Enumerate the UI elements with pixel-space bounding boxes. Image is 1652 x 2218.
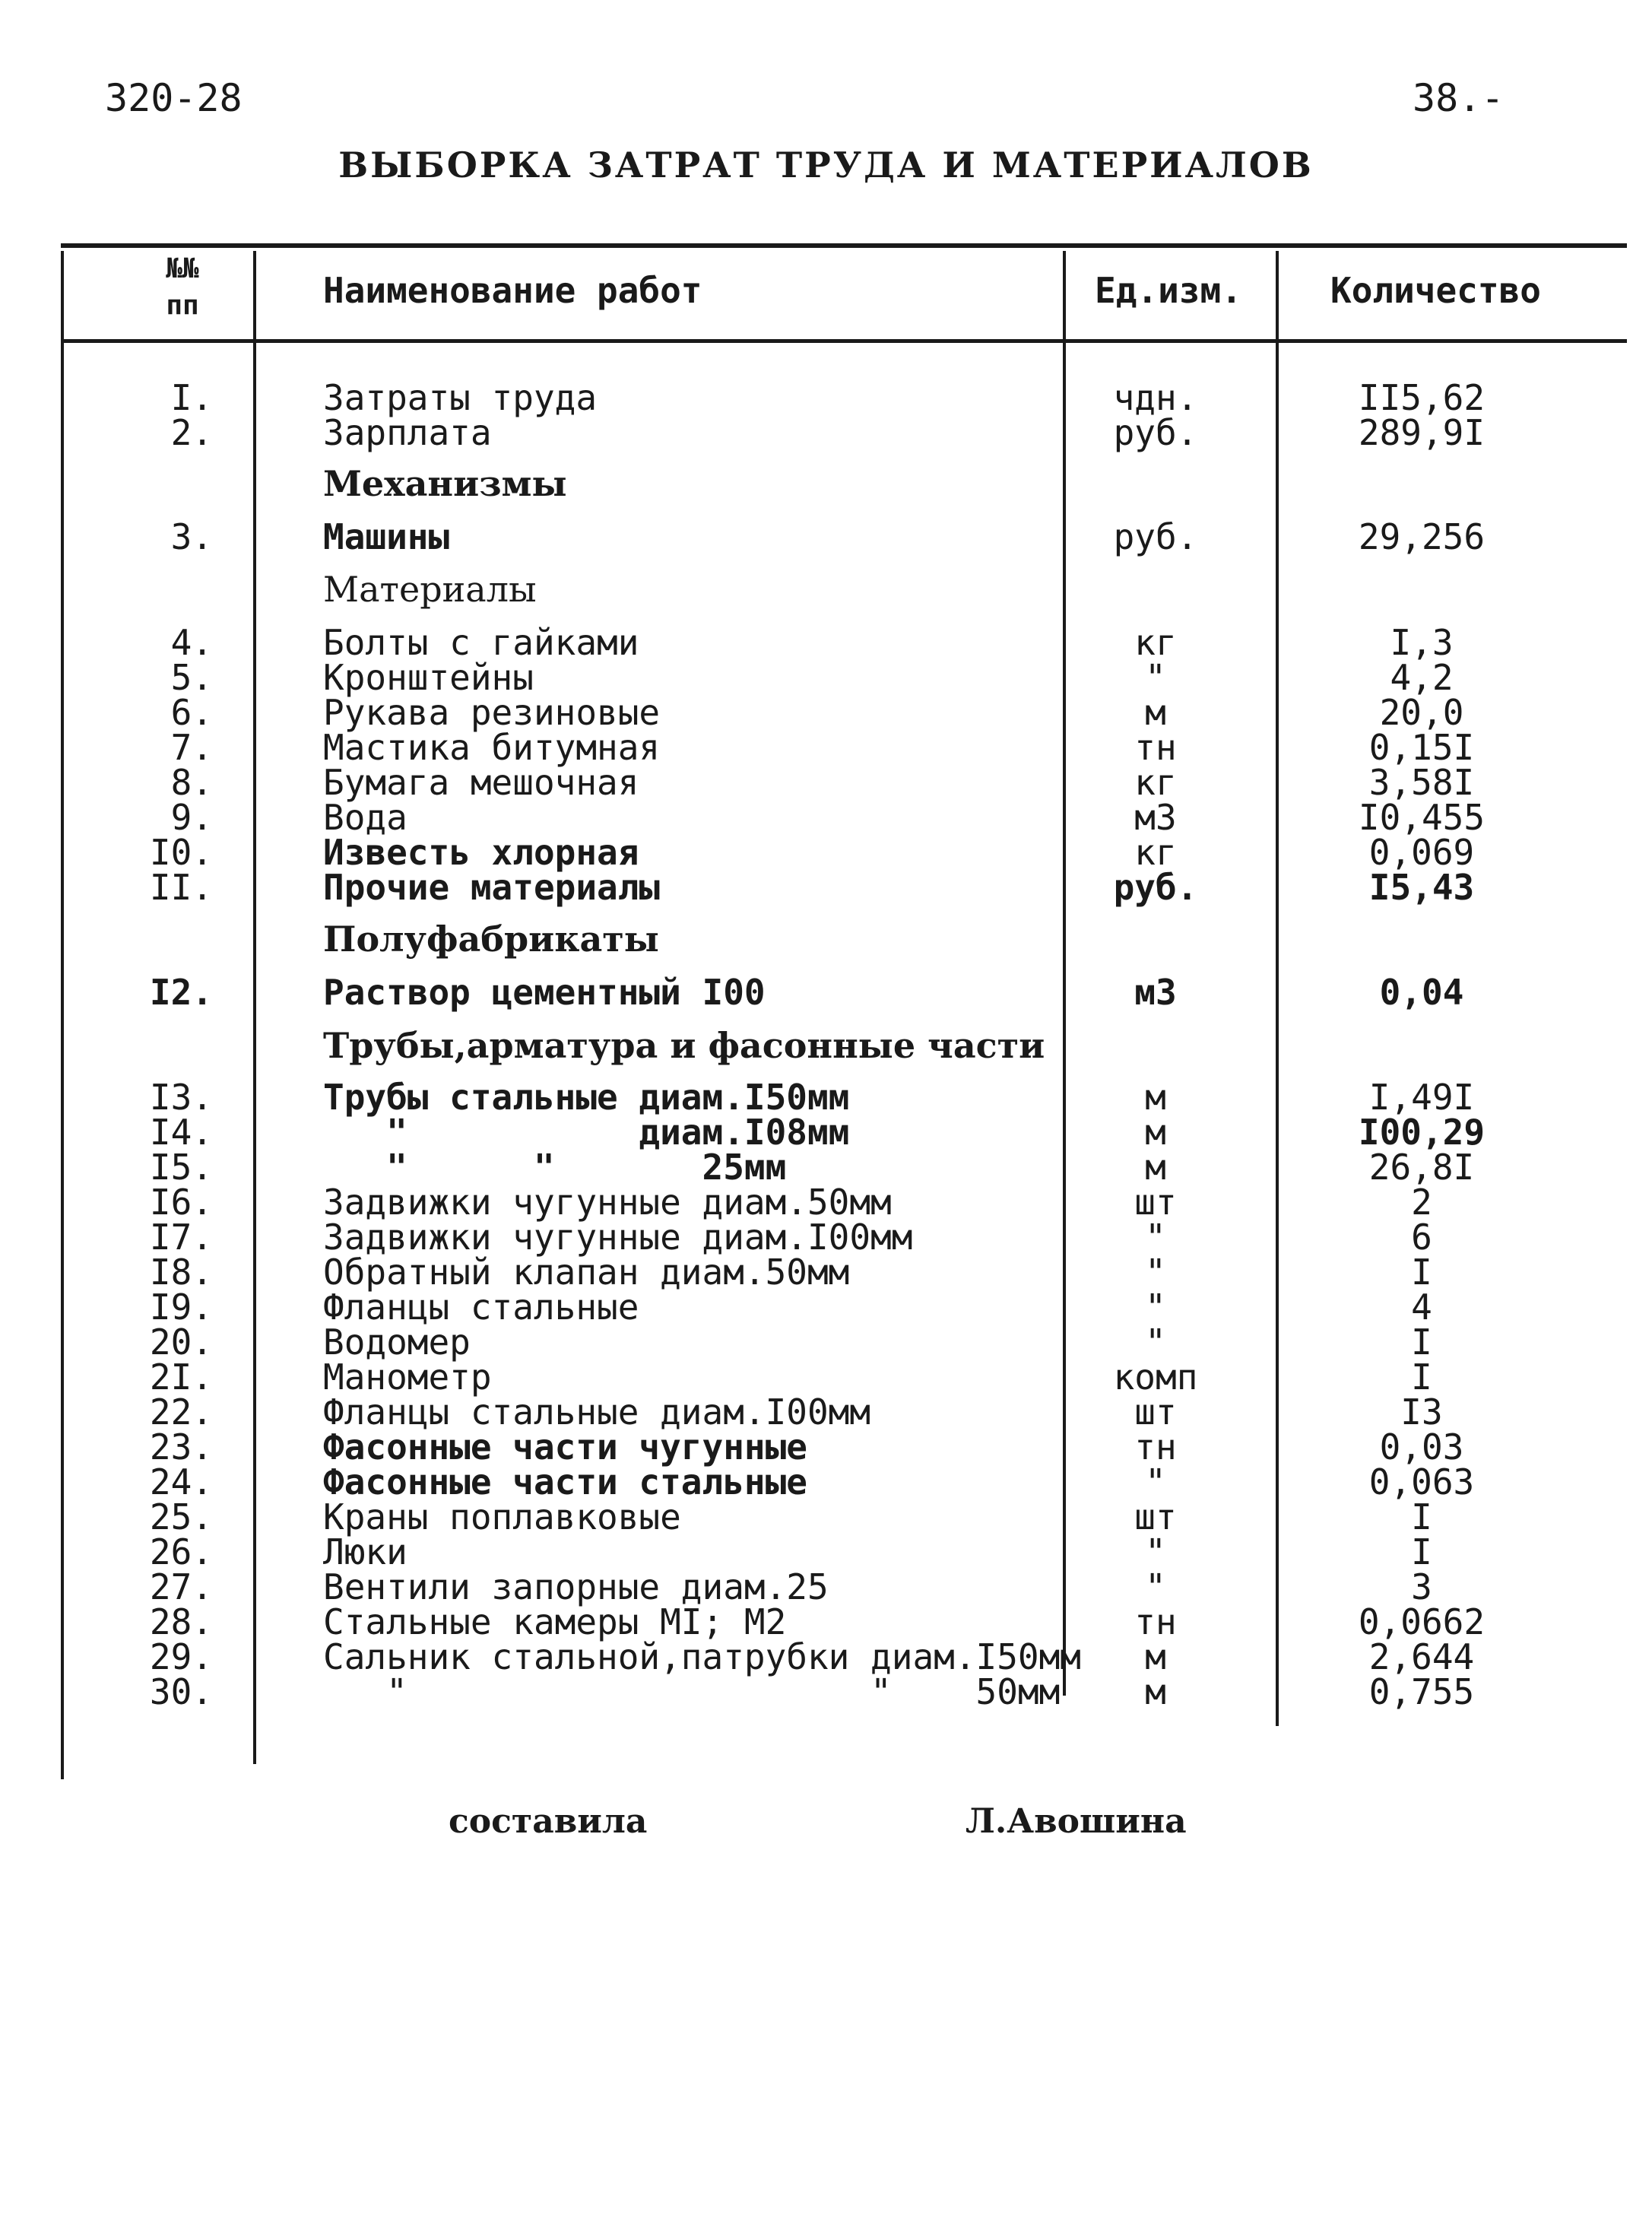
row-name: Краны поплавковые [323, 1496, 681, 1537]
row-name: Известь хлорная [323, 832, 639, 873]
row-quantity: I [1411, 1322, 1432, 1363]
table-row [0, 1496, 1652, 1537]
row-unit: чдн. [1113, 377, 1198, 418]
row-number: 7. [170, 727, 213, 768]
section-heading-row [0, 463, 1652, 504]
row-name: Мастика битумная [323, 727, 661, 768]
row-number: 2. [170, 412, 213, 453]
row-quantity: 6 [1411, 1217, 1432, 1258]
row-name: Рукава резиновые [323, 692, 661, 733]
row-unit: м [1145, 1077, 1166, 1118]
table-row [0, 762, 1652, 803]
table-row [0, 1426, 1652, 1468]
row-name: Задвижки чугунные диам.I00мм [323, 1217, 913, 1258]
document-code: 320-28 [105, 76, 243, 120]
row-number: I8. [149, 1252, 213, 1293]
row-unit: " [1145, 657, 1166, 698]
row-name: Люки [323, 1531, 407, 1572]
row-quantity: 3 [1411, 1566, 1432, 1607]
table-row [0, 797, 1652, 838]
section-heading-row [0, 1025, 1652, 1066]
row-unit: шт [1134, 1391, 1177, 1433]
row-name: Манометр [323, 1357, 492, 1398]
row-quantity: I00,29 [1358, 1112, 1486, 1153]
row-number: 26. [149, 1531, 213, 1572]
row-quantity: 0,04 [1379, 972, 1464, 1013]
row-unit: кг [1134, 832, 1177, 873]
row-unit: м [1145, 1147, 1166, 1188]
row-unit: " [1145, 1252, 1166, 1293]
row-quantity: 0,755 [1368, 1671, 1475, 1712]
table-row [0, 1531, 1652, 1572]
row-name: Кронштейны [323, 657, 534, 698]
row-number: 28. [149, 1601, 213, 1642]
row-unit: " [1145, 1287, 1166, 1328]
row-unit: шт [1134, 1182, 1177, 1223]
row-quantity: 3,58I [1368, 762, 1475, 803]
row-name: Трубы стальные диам.I50мм [323, 1077, 850, 1118]
row-number: 5. [170, 657, 213, 698]
row-number: 27. [149, 1566, 213, 1607]
section-heading-row [0, 569, 1652, 610]
row-unit: тн [1134, 727, 1177, 768]
row-unit: " [1145, 1566, 1166, 1607]
row-quantity: I [1411, 1357, 1432, 1398]
row-number: 25. [149, 1496, 213, 1537]
section-heading: Материалы [323, 569, 537, 610]
row-quantity: 20,0 [1379, 692, 1464, 733]
table-row [0, 516, 1652, 557]
row-unit: " [1145, 1461, 1166, 1502]
row-number: 23. [149, 1426, 213, 1468]
row-quantity: I [1411, 1252, 1432, 1293]
row-number: II. [149, 867, 213, 908]
row-quantity: I [1411, 1531, 1432, 1572]
row-number: 3. [170, 516, 213, 557]
row-unit: м [1145, 1671, 1166, 1712]
row-name: Болты с гайками [323, 622, 639, 663]
page-number: 38.- [1413, 76, 1505, 120]
row-unit: тн [1134, 1601, 1177, 1642]
row-quantity: 26,8I [1368, 1147, 1475, 1188]
table-row [0, 1077, 1652, 1118]
row-number: 4. [170, 622, 213, 663]
table-row [0, 1252, 1652, 1293]
table-row [0, 1671, 1652, 1712]
table-row [0, 1112, 1652, 1153]
row-name: Обратный клапан диам.50мм [323, 1252, 850, 1293]
table-row [0, 377, 1652, 418]
row-unit: кг [1134, 622, 1177, 663]
row-quantity: 4 [1411, 1287, 1432, 1328]
row-number: I. [170, 377, 213, 418]
row-quantity: I0,455 [1358, 797, 1486, 838]
compiler-name: Л.Авошина [966, 1802, 1187, 1841]
row-name: Машины [323, 516, 450, 557]
table-row [0, 1636, 1652, 1677]
row-name: " диам.I08мм [323, 1112, 850, 1153]
column-header-name: Наименование работ [323, 270, 702, 311]
row-name: Сальник стальной,патрубки диам.I50мм [323, 1636, 1081, 1677]
table-row [0, 727, 1652, 768]
row-unit: " [1145, 1217, 1166, 1258]
row-unit: " [1145, 1531, 1166, 1572]
row-number: I5. [149, 1147, 213, 1188]
row-unit: м3 [1134, 797, 1177, 838]
row-quantity: 4,2 [1390, 657, 1454, 698]
row-number: 22. [149, 1391, 213, 1433]
table-row [0, 867, 1652, 908]
row-name: Фланцы стальные [323, 1287, 639, 1328]
row-number: 9. [170, 797, 213, 838]
row-quantity: 0,15I [1368, 727, 1475, 768]
table-row [0, 1391, 1652, 1433]
row-number: 30. [149, 1671, 213, 1712]
table-row [0, 1566, 1652, 1607]
row-number: 29. [149, 1636, 213, 1677]
column-header-quantity: Количество [1330, 270, 1541, 311]
row-name: Фасонные части стальные [323, 1461, 807, 1502]
table-row [0, 1601, 1652, 1642]
table-row [0, 832, 1652, 873]
section-heading-row [0, 919, 1652, 960]
row-quantity: II5,62 [1358, 377, 1486, 418]
row-name: Фланцы стальные диам.I00мм [323, 1391, 871, 1433]
row-number: I7. [149, 1217, 213, 1258]
row-quantity: I3 [1400, 1391, 1443, 1433]
row-name: Фасонные части чугунные [323, 1426, 807, 1468]
row-number: I3. [149, 1077, 213, 1118]
column-header-number: №№ пп [166, 253, 199, 321]
row-number: I6. [149, 1182, 213, 1223]
compiled-by-label: составила [449, 1802, 648, 1841]
row-quantity: 0,063 [1368, 1461, 1475, 1502]
row-quantity: 2 [1411, 1182, 1432, 1223]
row-number: I0. [149, 832, 213, 873]
row-quantity: 2,644 [1368, 1636, 1475, 1677]
row-quantity: I [1411, 1496, 1432, 1537]
table-header-rule [61, 339, 1627, 343]
table-row [0, 1217, 1652, 1258]
row-name: Затраты труда [323, 377, 598, 418]
row-name: Задвижки чугунные диам.50мм [323, 1182, 892, 1223]
table-row [0, 1322, 1652, 1363]
table-row [0, 622, 1652, 663]
row-number: 8. [170, 762, 213, 803]
row-quantity: 289,9I [1358, 412, 1486, 453]
section-heading: Механизмы [323, 463, 567, 504]
row-number: I2. [149, 972, 213, 1013]
row-unit: м [1145, 1636, 1166, 1677]
column-header-unit: Ед.изм. [1095, 270, 1242, 311]
row-unit: м [1145, 692, 1166, 733]
row-unit: шт [1134, 1496, 1177, 1537]
table-row [0, 1287, 1652, 1328]
row-quantity: I,49I [1368, 1077, 1475, 1118]
row-number: 2I. [149, 1357, 213, 1398]
table-row [0, 1357, 1652, 1398]
row-name: " " 50мм [323, 1671, 1061, 1712]
row-name: Стальные камеры МI; М2 [323, 1601, 787, 1642]
table-top-rule [61, 243, 1627, 248]
table-row [0, 1461, 1652, 1502]
table-row [0, 1182, 1652, 1223]
row-quantity: I5,43 [1368, 867, 1475, 908]
row-name: Раствор цементный I00 [323, 972, 766, 1013]
row-unit: м [1145, 1112, 1166, 1153]
table-row [0, 412, 1652, 453]
row-quantity: 0,03 [1379, 1426, 1464, 1468]
row-quantity: 0,0662 [1358, 1601, 1486, 1642]
row-unit: " [1145, 1322, 1166, 1363]
row-unit: руб. [1113, 412, 1198, 453]
document-title: ВЫБОРКА ЗАТРАТ ТРУДА И МАТЕРИАЛОВ [338, 144, 1314, 186]
row-unit: руб. [1113, 867, 1198, 908]
table-row [0, 1147, 1652, 1188]
row-name: Водомер [323, 1322, 471, 1363]
row-number: 20. [149, 1322, 213, 1363]
row-name: Вентили запорные диам.25 [323, 1566, 829, 1607]
row-name: Вода [323, 797, 407, 838]
row-quantity: 0,069 [1368, 832, 1475, 873]
row-unit: кг [1134, 762, 1177, 803]
row-name: Прочие материалы [323, 867, 661, 908]
row-unit: руб. [1113, 516, 1198, 557]
row-number: 24. [149, 1461, 213, 1502]
row-number: 6. [170, 692, 213, 733]
row-number: I4. [149, 1112, 213, 1153]
row-number: I9. [149, 1287, 213, 1328]
row-quantity: 29,256 [1358, 516, 1486, 557]
table-row [0, 972, 1652, 1013]
row-name: Бумага мешочная [323, 762, 639, 803]
row-name: Зарплата [323, 412, 492, 453]
row-quantity: I,3 [1390, 622, 1454, 663]
row-unit: тн [1134, 1426, 1177, 1468]
row-unit: комп [1113, 1357, 1198, 1398]
section-heading: Полуфабрикаты [323, 919, 659, 960]
row-unit: м3 [1134, 972, 1177, 1013]
row-name: " " 25мм [323, 1147, 787, 1188]
table-row [0, 657, 1652, 698]
table-row [0, 692, 1652, 733]
section-heading: Трубы,арматура и фасонные части [323, 1025, 1045, 1066]
